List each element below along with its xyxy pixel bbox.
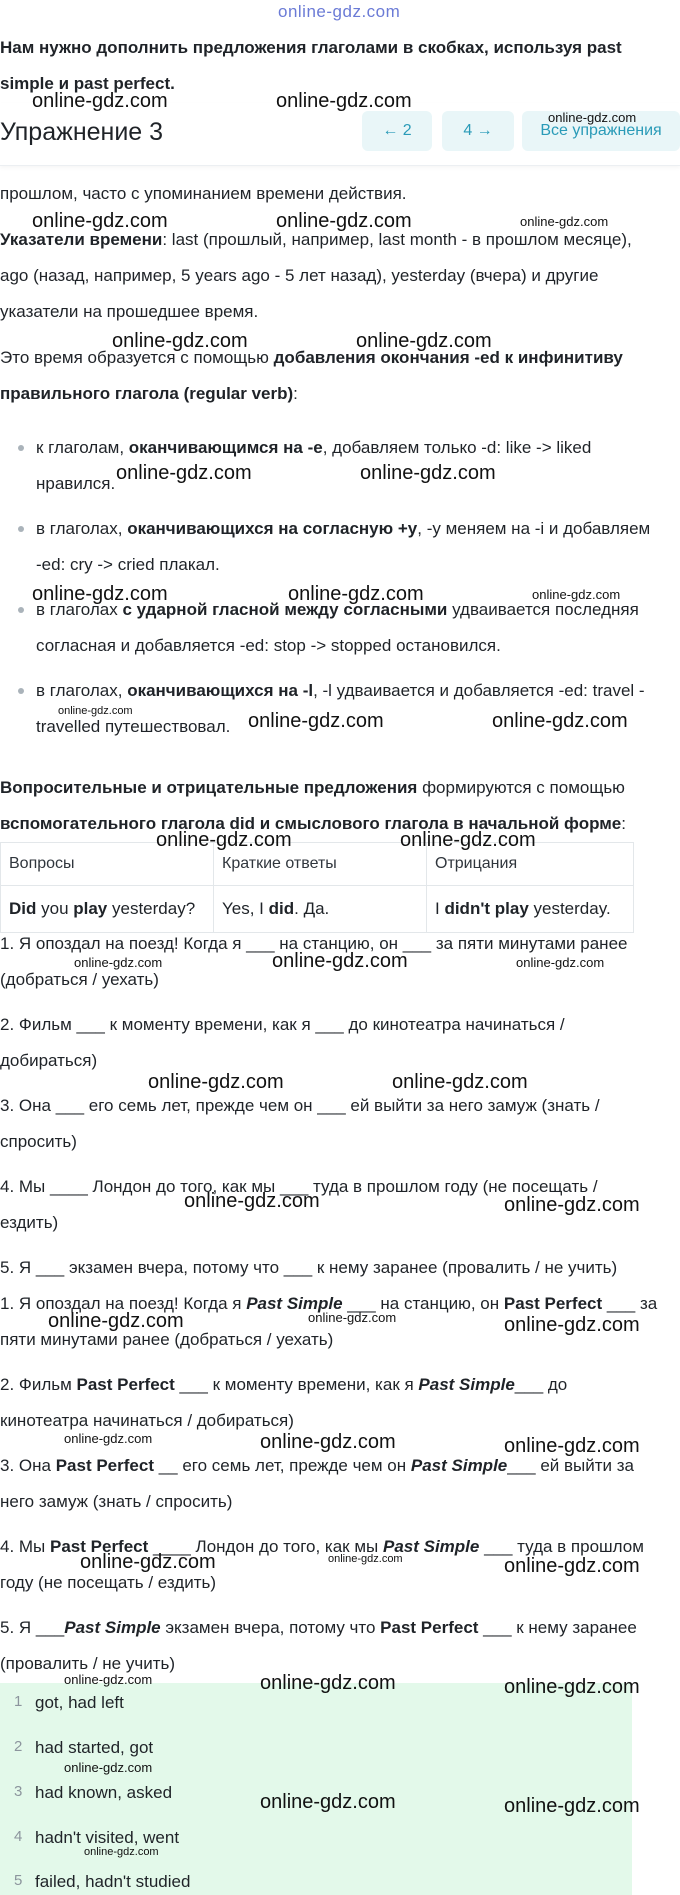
answer-number: 4 [14,1828,23,1845]
watermark: online-gdz.com [504,1435,640,1457]
questions-paragraph [0,770,676,842]
solved-task-2: 2. Фильм Past Perfect ___ к моменту времени, как я Past Simple___ до кинотеатра начинаться / добираться) [0,1375,568,1430]
bullet-dot [18,526,24,532]
answer-text: had started, got [35,1738,154,1757]
next-exercise-button[interactable]: 4 → [442,111,514,151]
watermark: online-gdz.com [48,1310,184,1332]
answer-number: 5 [14,1872,23,1889]
watermark: online-gdz.com [84,1846,159,1858]
bullet-bold: с ударной гласной между согласными [122,600,448,619]
bullet-bold: оканчивающихся на -l [127,681,314,700]
bullet-pre: в глаголах [36,600,123,619]
table-cell: Yes, I did. Да. [214,886,427,933]
task-1: 1. Я опоздал на поезд! Когда я ___ на станцию, он ___ за пяти минутами ранее (добраться / уехать) [0,934,628,989]
exercise-title: Упражнение 3 [0,118,164,146]
intro-line-1: Нам нужно дополнить предложения глаголами в скобках, используя past [0,38,622,57]
site-logo-text[interactable]: online-gdz.com [278,2,401,21]
watermark: online-gdz.com [504,1555,640,1577]
time-markers-text-3: указатели на прошедшее время. [0,302,259,321]
bullet-post: удваивается последняя [447,600,639,619]
answer-text: hadn't visited, went [35,1828,180,1847]
formation-text-2: : [293,384,298,403]
watermark: online-gdz.com [58,705,133,717]
watermark: online-gdz.com [64,1672,153,1687]
watermark: online-gdz.com [504,1194,640,1216]
watermark: online-gdz.com [272,950,408,972]
answer-text: got, had left [35,1693,124,1712]
watermark: online-gdz.com [184,1190,320,1212]
table-cell: Did you play yesterday? [1,886,214,933]
intro-line-2: simple и past perfect. [0,74,175,93]
bullet-line-2: нравился. [36,474,116,493]
formation-paragraph [0,340,676,412]
watermark: online-gdz.com [308,1310,397,1325]
watermark: online-gdz.com [504,1795,640,1817]
watermark: online-gdz.com [260,1672,396,1694]
watermark: online-gdz.com [516,955,605,970]
solved-task-1: 1. Я опоздал на поезд! Когда я Past Simple ___ на станцию, он Past Perfect ___ за пяти минутами ранее (добраться / уехать) [0,1294,658,1349]
table-header-cell: Вопросы [1,843,214,886]
watermark: online-gdz.com [260,1431,396,1453]
answer-number: 2 [14,1738,23,1755]
watermark: online-gdz.com [276,210,412,232]
answer-text: had known, asked [35,1783,173,1802]
solved-task-5: 5. Я ___Past Simple экзамен вчера, потому что Past Perfect ___ к нему заранее (провалить / не учить) [0,1618,637,1673]
bullet-pre: в глаголах, [36,519,128,538]
answer-number: 3 [14,1783,23,1800]
watermark: online-gdz.com [520,214,609,229]
questions-bold-2: вспомогательного глагола did и смыслового глагола в начальной форме [0,814,622,833]
time-markers-text-1: : last (прошлый, например, last month - в прошлом месяце), [162,230,632,249]
watermark: online-gdz.com [148,1071,284,1093]
bullet-bold: оканчивающимся на -е [128,438,323,457]
bullet-pre: к глаголам, [36,438,129,457]
answer-number: 1 [14,1693,23,1710]
watermark: online-gdz.com [328,1553,403,1565]
watermark: online-gdz.com [32,210,168,232]
watermark: online-gdz.com [392,1071,528,1093]
theory-line-partial: прошлом, часто с упоминанием времени действия. [0,184,407,203]
watermark: online-gdz.com [400,829,536,851]
solved-task-4: 4. Мы Past Perfect ____ Лондон до того, как мы Past Simple ___ туда в прошлом году (не посещать / ездить) [0,1537,644,1592]
watermark: online-gdz.com [248,710,384,732]
watermark: online-gdz.com [32,90,168,112]
bullet-post: , добавляем только -d: like -> liked [322,438,592,457]
task-2: 2. Фильм ___ к моменту времени, как я ___ до кинотеатра начинаться / добираться) [0,1015,565,1070]
watermark: online-gdz.com [276,90,412,112]
answers-box [0,1683,632,1895]
bullet-post: , -y меняем на -i и добавляем [417,519,651,538]
time-markers-paragraph [0,222,676,330]
watermark: online-gdz.com [80,1551,216,1573]
formation-bold-1: добавления окончания -ed к инфинитиву [273,348,623,367]
time-markers-text-2: ago (назад, например, 5 years ago - 5 лет назад), yesterday (вчера) и другие [0,266,599,285]
bullet-dot [18,607,24,613]
task-5: 5. Я ___ экзамен вчера, потому что ___ к нему заранее (провалить / не учить) [0,1258,618,1277]
task-4: 4. Мы ____ Лондон до того, как мы ___ туда в прошлом году (не посещать / ездить) [0,1177,598,1232]
table-cell: I didn't play yesterday. [427,886,634,933]
grammar-table [0,842,634,933]
bullet-line-2: travelled путешествовал. [36,717,231,736]
watermark: online-gdz.com [504,1676,640,1698]
watermark: online-gdz.com [288,583,424,605]
bullet-pre: в глаголах, [36,681,128,700]
watermark: online-gdz.com [116,462,252,484]
prev-exercise-button[interactable]: ← 2 [362,111,432,151]
bullet-bold: оканчивающихся на согласную +y [127,519,418,538]
watermark: online-gdz.com [548,110,637,125]
watermark: online-gdz.com [156,829,292,851]
watermark: online-gdz.com [356,330,492,352]
answer-text: failed, hadn't studied [35,1872,191,1891]
watermark: online-gdz.com [112,330,248,352]
watermark: online-gdz.com [260,1791,396,1813]
all-exercises-button[interactable]: Все упражнения [522,111,680,151]
table-header-cell: Краткие ответы [214,843,427,886]
time-markers-label: Указатели времени [0,230,163,249]
bullet-line-2: -ed: cry -> cried плакал. [36,555,220,574]
watermark: online-gdz.com [360,462,496,484]
bullet-dot [18,688,24,694]
watermark: online-gdz.com [492,710,628,732]
formation-bold-2: правильного глагола (regular verb) [0,384,294,403]
formation-text-1: Это время образуется с помощью [0,348,274,367]
task-3: 3. Она ___ его семь лет, прежде чем он ___ ей выйти за него замуж (знать / спросить) [0,1096,600,1151]
solved-task-3: 3. Она Past Perfect __ его семь лет, прежде чем он Past Simple___ ей выйти за него замуж (знать / спросить) [0,1456,635,1511]
watermark: online-gdz.com [64,1431,153,1446]
table-header-row [1,843,634,886]
bullet-line-2: согласная и добавляется -ed: stop -> stopped остановился. [36,636,501,655]
watermark: online-gdz.com [504,1314,640,1336]
watermark: online-gdz.com [74,955,163,970]
bullet-dot [18,445,24,451]
questions-text: формируются с помощью [417,778,625,797]
bullet-post: , -l удваивается и добавляется -ed: travel - [313,681,645,700]
questions-text-2: : [621,814,626,833]
watermark: online-gdz.com [32,583,168,605]
table-header-cell: Отрицания [427,843,634,886]
questions-bold: Вопросительные и отрицательные предложения [0,778,418,797]
watermark: online-gdz.com [532,587,621,602]
watermark: online-gdz.com [64,1760,153,1775]
